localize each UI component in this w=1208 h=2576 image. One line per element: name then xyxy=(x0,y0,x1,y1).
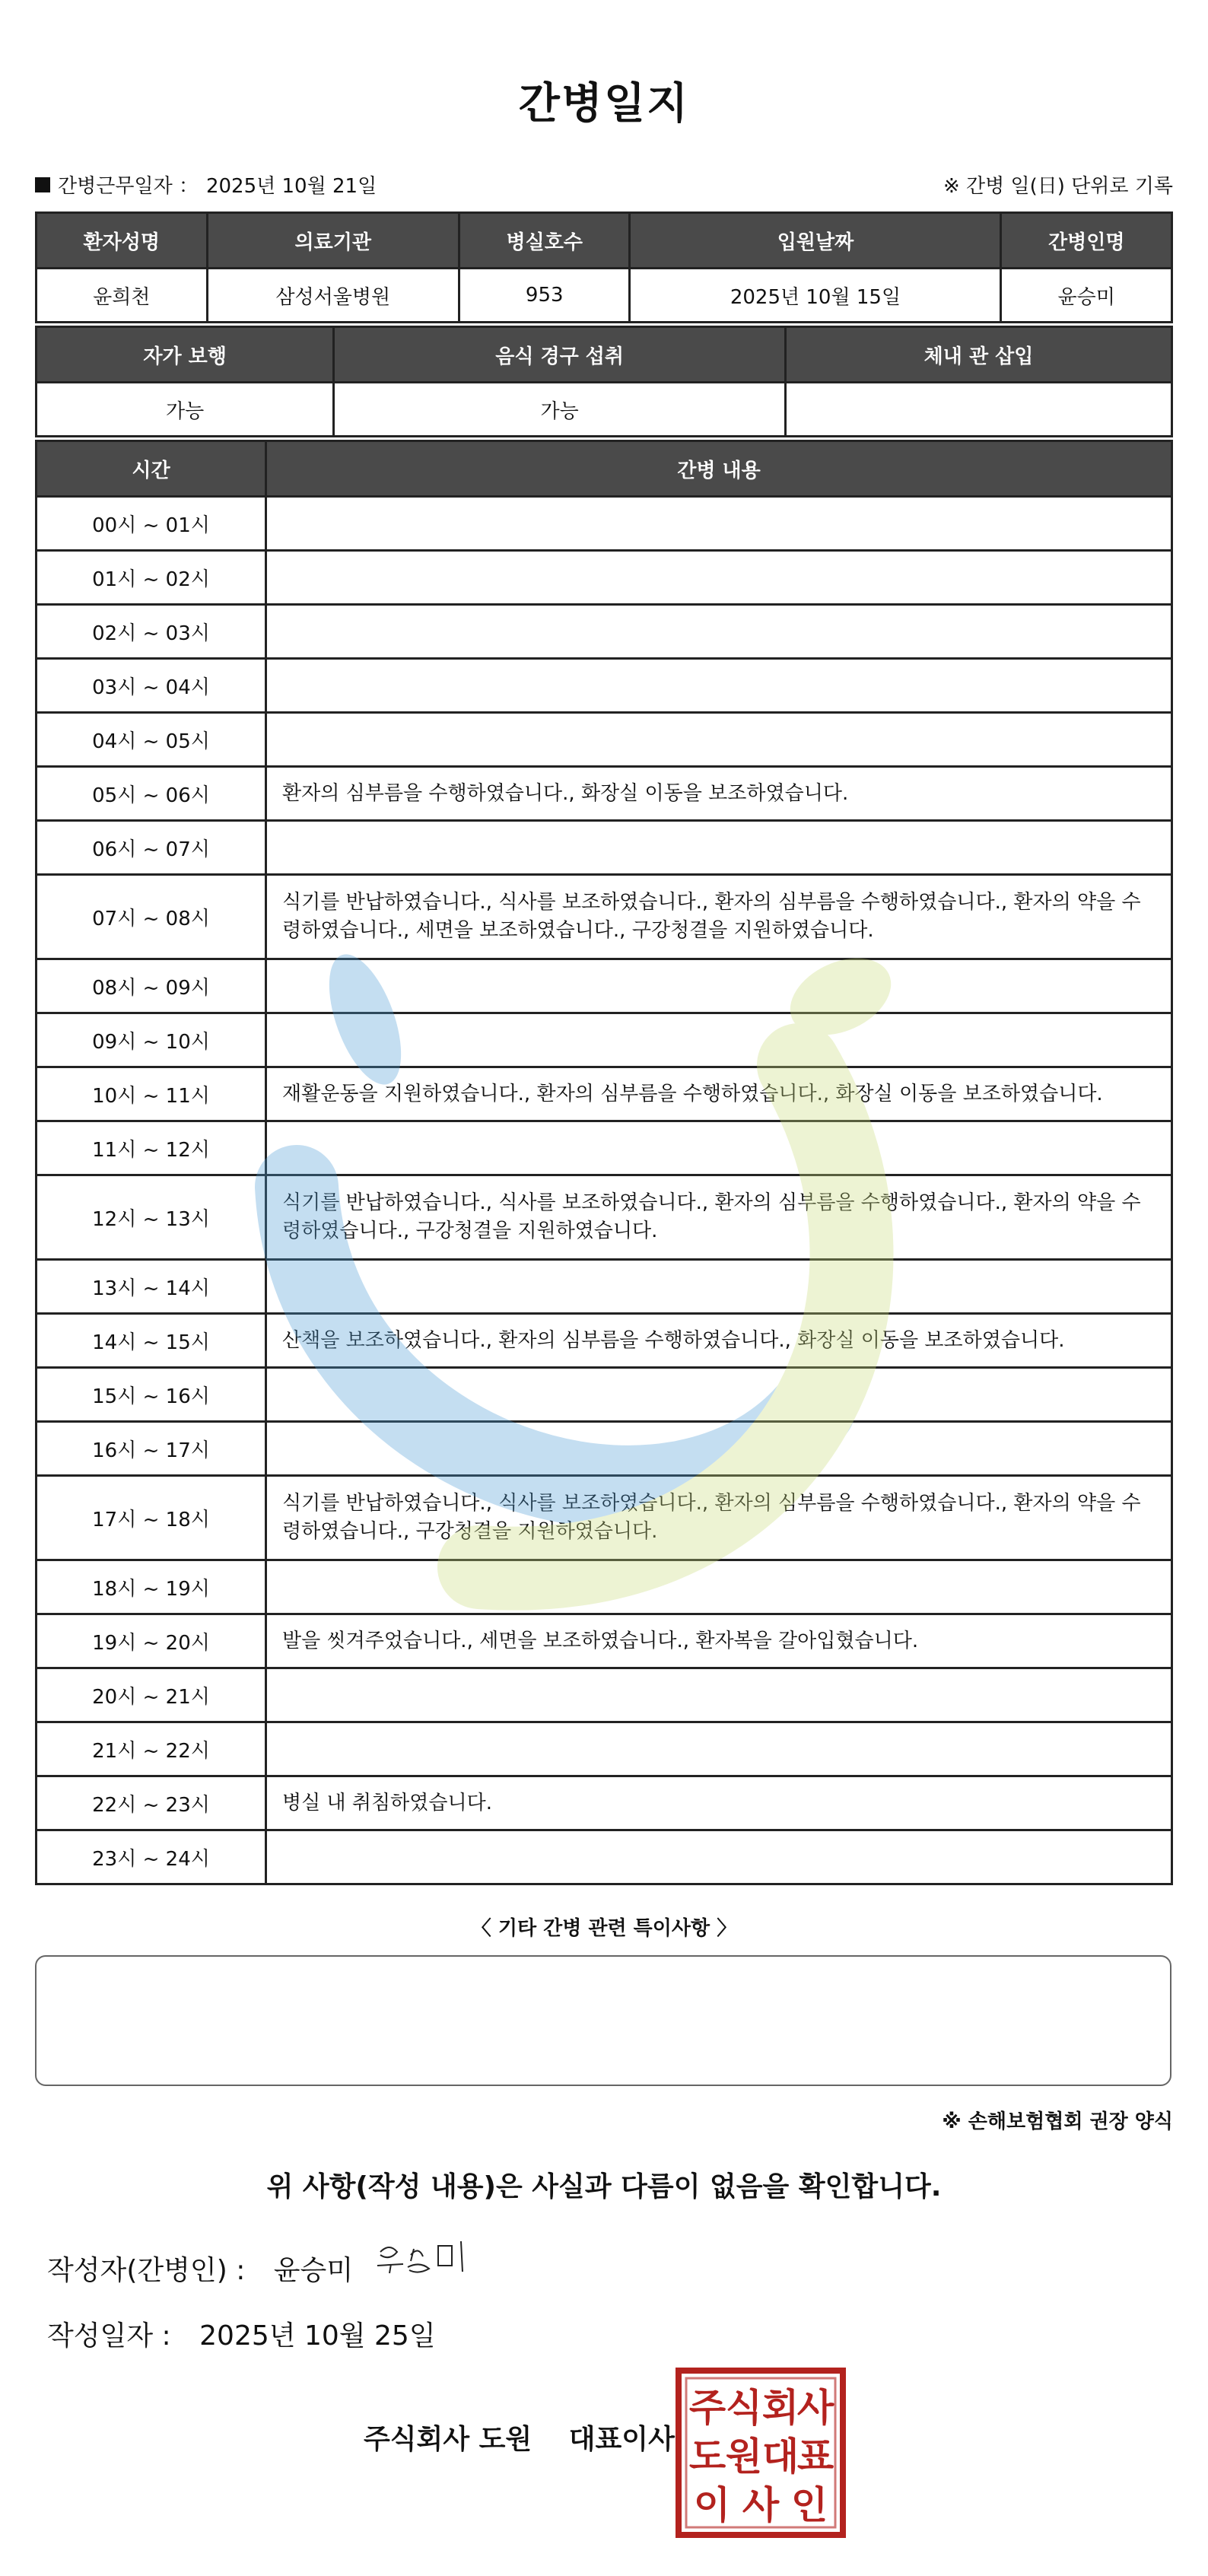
log-row xyxy=(37,1067,1172,1121)
log-row xyxy=(37,1722,1172,1776)
svg-text:도: 도 xyxy=(688,2434,726,2479)
written-date-line xyxy=(47,2314,436,2353)
log-row xyxy=(37,1830,1172,1884)
log-row xyxy=(37,1776,1172,1830)
hospital: 삼성서울병원 xyxy=(207,269,459,323)
log-content: 발을 씻겨주었습니다., 세면을 보조하였습니다., 환자복을 갈아입혔습니다. xyxy=(266,1614,1172,1668)
tube-status xyxy=(786,383,1172,437)
company-name: 주식회사 도원 xyxy=(364,2424,532,2455)
log-row xyxy=(37,1668,1172,1722)
log-row xyxy=(37,1175,1172,1260)
work-date xyxy=(35,170,377,199)
writer-label: 작성자(간병인) : xyxy=(47,2255,246,2286)
log-content xyxy=(266,551,1172,605)
log-time: 20시 ~ 21시 xyxy=(37,1668,266,1722)
source-note: ※ 손해보험협회 권장 양식 xyxy=(942,2110,1173,2133)
log-time: 23시 ~ 24시 xyxy=(37,1830,266,1884)
log-time: 15시 ~ 16시 xyxy=(37,1368,266,1422)
company-seal-stamp xyxy=(676,2368,846,2538)
care-log-table xyxy=(35,440,1173,1885)
log-row xyxy=(37,1314,1172,1368)
log-content: 식기를 반납하였습니다., 식사를 보조하였습니다., 환자의 심부름을 수행하였습니다., 환자의 약을 수령하였습니다., 구강청결을 지원하였습니다. xyxy=(266,1476,1172,1560)
header-hospital: 의료기관 xyxy=(207,213,459,269)
log-time: 07시 ~ 08시 xyxy=(37,875,266,959)
log-row xyxy=(37,1121,1172,1175)
representative-title: 대표이사 xyxy=(568,2424,675,2455)
log-content xyxy=(266,605,1172,659)
written-date-value: 2025년 10월 25일 xyxy=(199,2320,436,2352)
log-time: 10시 ~ 11시 xyxy=(37,1067,266,1121)
log-content xyxy=(266,1560,1172,1614)
header-time: 시간 xyxy=(37,441,266,497)
log-row xyxy=(37,1614,1172,1668)
log-time: 03시 ~ 04시 xyxy=(37,659,266,713)
walking-status: 가능 xyxy=(37,383,334,437)
log-row xyxy=(37,713,1172,767)
log-content xyxy=(266,497,1172,551)
header-oral-intake: 음식 경구 섭취 xyxy=(334,327,786,383)
log-content xyxy=(266,713,1172,767)
patient-name: 윤희천 xyxy=(37,269,208,323)
svg-text:표: 표 xyxy=(796,2434,834,2479)
log-time: 11시 ~ 12시 xyxy=(37,1121,266,1175)
written-date-label: 작성일자 : xyxy=(47,2320,171,2352)
oral-intake-status: 가능 xyxy=(334,383,786,437)
svg-text:사: 사 xyxy=(796,2386,834,2430)
svg-text:대: 대 xyxy=(761,2434,800,2479)
log-time: 21시 ~ 22시 xyxy=(37,1722,266,1776)
log-content: 환자의 심부름을 수행하였습니다., 화장실 이동을 보조하였습니다. xyxy=(266,767,1172,821)
company-line xyxy=(364,2418,675,2457)
log-row xyxy=(37,605,1172,659)
header-tube: 체내 관 삽입 xyxy=(786,327,1172,383)
log-time: 00시 ~ 01시 xyxy=(37,497,266,551)
log-content xyxy=(266,821,1172,875)
log-content xyxy=(266,1121,1172,1175)
log-content xyxy=(266,1830,1172,1884)
log-time: 05시 ~ 06시 xyxy=(37,767,266,821)
log-time: 04시 ~ 05시 xyxy=(37,713,266,767)
log-row xyxy=(37,1560,1172,1614)
unit-note: ※ 간병 일(日) 단위로 기록 xyxy=(943,175,1173,198)
log-time: 12시 ~ 13시 xyxy=(37,1175,266,1260)
log-content: 식기를 반납하였습니다., 식사를 보조하였습니다., 환자의 심부름을 수행하였습니다., 환자의 약을 수령하였습니다., 구강청결을 지원하였습니다. xyxy=(266,1175,1172,1260)
log-row xyxy=(37,767,1172,821)
log-time: 14시 ~ 15시 xyxy=(37,1314,266,1368)
svg-text:식: 식 xyxy=(725,2386,763,2430)
header-patient-name: 환자성명 xyxy=(37,213,208,269)
log-time: 08시 ~ 09시 xyxy=(37,959,266,1013)
work-date-label: 간병근무일자 ： xyxy=(58,175,199,198)
log-time: 02시 ~ 03시 xyxy=(37,605,266,659)
log-content xyxy=(266,1722,1172,1776)
log-content xyxy=(266,1668,1172,1722)
log-row xyxy=(37,821,1172,875)
header-caregiver-name: 간병인명 xyxy=(1001,213,1172,269)
confirmation-statement: 위 사항(작성 내용)은 사실과 다름이 없음을 확인합니다. xyxy=(266,2171,942,2202)
log-time: 13시 ~ 14시 xyxy=(37,1260,266,1314)
writer-name: 윤승미 xyxy=(273,2255,354,2286)
svg-text:원: 원 xyxy=(725,2434,763,2479)
log-row xyxy=(37,659,1172,713)
log-content xyxy=(266,1260,1172,1314)
log-content xyxy=(266,1368,1172,1422)
log-time: 17시 ~ 18시 xyxy=(37,1476,266,1560)
svg-text:이: 이 xyxy=(693,2483,731,2527)
log-row xyxy=(37,875,1172,959)
log-time: 09시 ~ 10시 xyxy=(37,1013,266,1067)
log-time: 22시 ~ 23시 xyxy=(37,1776,266,1830)
log-time: 01시 ~ 02시 xyxy=(37,551,266,605)
log-time: 06시 ~ 07시 xyxy=(37,821,266,875)
svg-text:주: 주 xyxy=(688,2386,726,2430)
special-notes-title: 〈 기타 간병 관련 특이사항 〉 xyxy=(471,1917,737,1940)
log-row xyxy=(37,551,1172,605)
work-date-value: 2025년 10월 21일 xyxy=(205,175,377,198)
log-row xyxy=(37,497,1172,551)
log-row xyxy=(37,1260,1172,1314)
log-content xyxy=(266,1422,1172,1476)
special-notes-box xyxy=(35,1955,1171,2086)
log-content: 병실 내 취침하였습니다. xyxy=(266,1776,1172,1830)
log-row xyxy=(37,1476,1172,1560)
patient-info-table xyxy=(35,211,1173,323)
log-content xyxy=(266,1013,1172,1067)
log-time: 18시 ~ 19시 xyxy=(37,1560,266,1614)
square-bullet-icon xyxy=(35,177,50,192)
log-content: 식기를 반납하였습니다., 식사를 보조하였습니다., 환자의 심부름을 수행하였습니다., 환자의 약을 수령하였습니다., 세면을 보조하였습니다., 구강청결을 지원하였습니다. xyxy=(266,875,1172,959)
caregiver-name: 윤승미 xyxy=(1001,269,1172,323)
writer-line xyxy=(47,2249,353,2288)
log-row xyxy=(37,1422,1172,1476)
log-content: 재활운동을 지원하였습니다., 환자의 심부름을 수행하였습니다., 화장실 이동을 보조하였습니다. xyxy=(266,1067,1172,1121)
log-row xyxy=(37,1013,1172,1067)
header-admission-date: 입원날짜 xyxy=(630,213,1001,269)
svg-text:인: 인 xyxy=(790,2483,828,2527)
room-number: 953 xyxy=(459,269,630,323)
log-content: 산책을 보조하였습니다., 환자의 심부름을 수행하였습니다., 화장실 이동을 보조하였습니다. xyxy=(266,1314,1172,1368)
handwritten-signature xyxy=(373,2238,472,2276)
header-care-content: 간병 내용 xyxy=(266,441,1172,497)
document-title: 간병일지 xyxy=(518,79,690,129)
patient-status-table xyxy=(35,326,1173,437)
header-walking: 자가 보행 xyxy=(37,327,334,383)
log-row xyxy=(37,959,1172,1013)
admission-date: 2025년 10월 15일 xyxy=(630,269,1001,323)
svg-text:회: 회 xyxy=(761,2386,800,2430)
log-row xyxy=(37,1368,1172,1422)
log-time: 16시 ~ 17시 xyxy=(37,1422,266,1476)
log-time: 19시 ~ 20시 xyxy=(37,1614,266,1668)
log-content xyxy=(266,959,1172,1013)
header-room: 병실호수 xyxy=(459,213,630,269)
svg-text:사: 사 xyxy=(742,2483,780,2527)
log-content xyxy=(266,659,1172,713)
